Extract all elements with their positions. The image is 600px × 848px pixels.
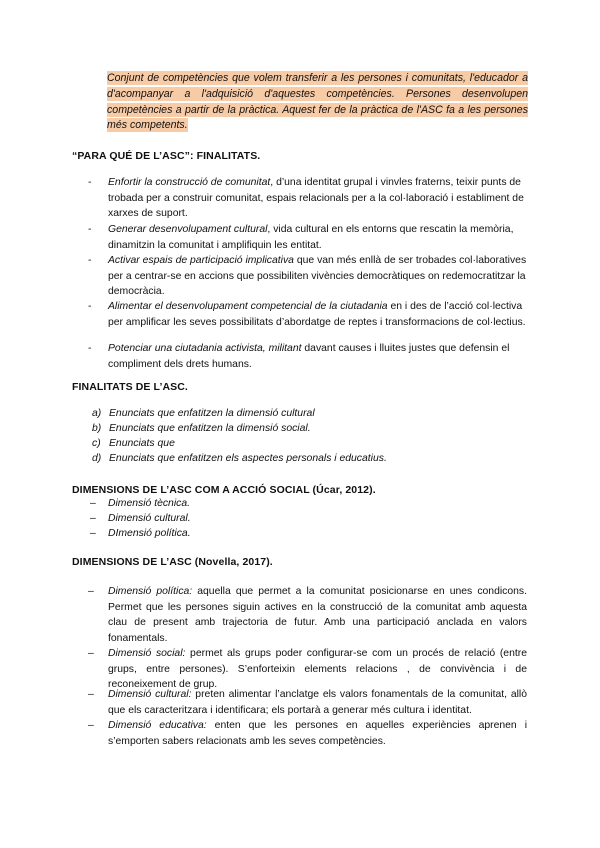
item-emphasis: Enfortir la construcció de comunitat xyxy=(108,177,271,188)
section-heading-dimensions-novella: DIMENSIONS DE L’ASC (Novella, 2017). xyxy=(72,556,273,568)
list-item xyxy=(88,646,527,693)
list-item xyxy=(92,422,311,436)
list-marker: - xyxy=(88,224,92,235)
list-marker: - xyxy=(88,343,92,354)
list-marker: b) xyxy=(92,423,102,434)
list-item xyxy=(88,687,527,718)
list-item xyxy=(90,512,191,526)
list-item xyxy=(88,299,528,330)
list-item xyxy=(90,497,190,511)
list-marker: - xyxy=(88,177,92,188)
list-marker: – xyxy=(90,528,96,539)
item-text: Enunciats que enfatitzen la dimensió social. xyxy=(109,423,311,434)
list-marker: - xyxy=(88,301,92,312)
list-item xyxy=(92,437,175,451)
item-text: , vida cultural en els entorns que rescatin la memòria, dinamitzin la comunitat i amplifiquin les entitat. xyxy=(108,224,514,251)
item-text: Enunciats que xyxy=(109,438,175,449)
item-text: aquella que permet a la comunitat posicionarse en unes condicons. Permet que les persones siguin actives en la construcció de la comunitat amb aquesta clau de present amb trajectoria de futur. Amb una participació anclada en valors fonamentals. xyxy=(108,586,527,644)
list-item xyxy=(92,452,387,466)
item-emphasis: Generar desenvolupament cultural xyxy=(108,224,268,235)
item-text: davant causes i lluites justes que defensin el compliment dels drets humans. xyxy=(108,343,510,370)
item-text: en i des de l’acció col·lectiva per amplificar les seves possibilitats d’abordatge de reptes i transformacions de col·lectius. xyxy=(108,301,526,328)
list-marker: – xyxy=(88,689,94,700)
item-emphasis: Dimensió educativa: xyxy=(108,720,207,731)
list-item xyxy=(88,584,527,646)
item-text: Dimensió tècnica. xyxy=(108,498,191,509)
section-heading-dimensions-accio-social: DIMENSIONS DE L’ASC COM A ACCIÓ SOCIAL (Úcar, 2012). xyxy=(72,484,376,496)
item-text: Enunciats que enfatitzen la dimensió cultural xyxy=(109,408,315,419)
item-emphasis: Activar espais de participació implicativa xyxy=(108,255,294,266)
list-marker: a) xyxy=(92,408,102,419)
list-item xyxy=(88,253,528,300)
list-marker: c) xyxy=(92,438,101,449)
item-emphasis: Dimensió política: xyxy=(108,586,193,597)
item-text: preten alimentar l’anclatge els valors fonamentals de la comunitat, allò que els caracteritzara i identificara; els portarà a generar més cultura i identitat. xyxy=(108,689,528,716)
item-text: , d’una identitat grupal i vinvles fraterns, teixir punts de trobada per a construir comunitat, espais relacionals per a la col·laboració i establiment de xarxes de suport. xyxy=(108,177,524,220)
item-text: Dimensió cultural. xyxy=(108,513,191,524)
section-heading-finalitats-para-que: “PARA QUÉ DE L’ASC”: FINALITATS. xyxy=(72,150,261,162)
item-emphasis: Alimentar el desenvolupament competencial de la ciutadania xyxy=(108,301,388,312)
list-marker: d) xyxy=(92,453,102,464)
item-text: que van més enllà de ser trobades col·laboratives per a centrar-se en accions que possibiliten vivències democràtiques on redemocratitzar la democràcia. xyxy=(108,255,527,298)
list-item xyxy=(88,222,528,253)
list-item xyxy=(88,718,527,749)
highlighted-paragraph xyxy=(107,71,528,134)
list-marker: – xyxy=(90,498,96,509)
list-marker: – xyxy=(90,513,96,524)
highlighted-text: Conjunt de competències que volem transferir a les persones i comunitats, l'educador a d'acompanyar a l'adquisició d'aquestes competències. Persones desenvolupen competències a partir de la pràctica. Aquest fer de la pràctica de l'ASC fa a les persones més competents. xyxy=(107,72,528,132)
item-text: DImensió política. xyxy=(108,528,191,539)
list-marker: - xyxy=(88,255,92,266)
item-text: enten que les persones en aquelles experiències aprenen i s’emporten sabers relacionats amb les seves competències. xyxy=(108,720,528,747)
section-heading-finalitats: FINALITATS DE L’ASC. xyxy=(72,381,188,393)
item-emphasis: Dimensió social: xyxy=(108,648,186,659)
item-text: Enunciats que enfatitzen els aspectes personals i educatius. xyxy=(109,453,387,464)
item-emphasis: Dimensió cultural: xyxy=(108,689,192,700)
list-item xyxy=(90,527,191,541)
list-item xyxy=(88,175,528,222)
item-emphasis: Potenciar una ciutadania activista, militant xyxy=(108,343,302,354)
list-marker: – xyxy=(88,648,94,659)
item-text: permet als grups poder configurar-se com un procés de relació (entre grups, entre persones). S’enforteixin elements relacions , de convivència i de reconeixement de grup. xyxy=(108,648,527,691)
list-marker: – xyxy=(88,586,94,597)
list-item xyxy=(88,341,528,372)
list-item xyxy=(92,407,315,421)
list-marker: – xyxy=(88,720,94,731)
